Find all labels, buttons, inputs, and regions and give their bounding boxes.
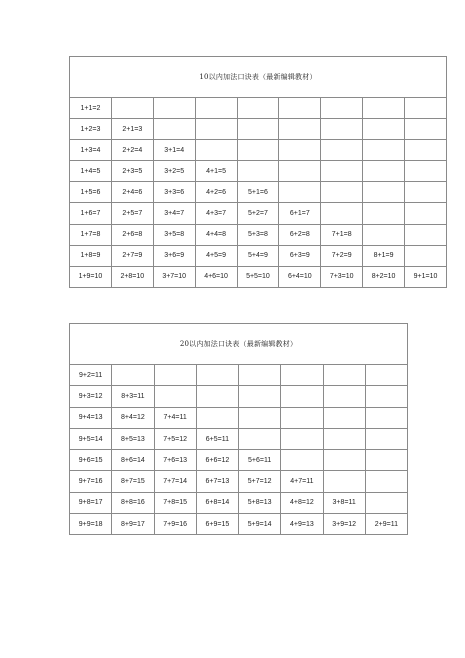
table-cell — [153, 119, 195, 140]
table-title-row — [70, 57, 447, 98]
table-cell — [281, 450, 323, 471]
table-row — [70, 266, 447, 287]
table-cell — [405, 98, 447, 119]
table-cell: 6+7=13 — [196, 471, 238, 492]
table-row — [70, 161, 447, 182]
table-cell: 7+9=16 — [154, 514, 196, 535]
table-row — [70, 492, 408, 513]
table-cell: 4+6=10 — [195, 266, 237, 287]
table-cell — [323, 471, 365, 492]
table-cell — [196, 365, 238, 386]
table-cell: 1+6=7 — [70, 203, 112, 224]
table-cell: 7+3=10 — [321, 266, 363, 287]
table-cell: 8+4=12 — [112, 407, 154, 428]
table-cell — [237, 161, 279, 182]
table-cell: 4+5=9 — [195, 245, 237, 266]
table-cell: 8+5=13 — [112, 428, 154, 449]
table-cell — [239, 407, 281, 428]
table-cell: 1+1=2 — [70, 98, 112, 119]
table-row — [70, 514, 408, 535]
table-title-row — [70, 324, 408, 365]
table-cell — [405, 224, 447, 245]
table-cell: 3+8=11 — [323, 492, 365, 513]
table-cell: 2+1=3 — [111, 119, 153, 140]
table-cell — [279, 161, 321, 182]
table-cell — [154, 386, 196, 407]
table-cell: 7+1=8 — [321, 224, 363, 245]
addition-table-within-10-body — [70, 57, 447, 288]
table-cell — [153, 98, 195, 119]
table-cell — [321, 203, 363, 224]
table-cell: 8+9=17 — [112, 514, 154, 535]
table-row — [70, 119, 447, 140]
table-title: 20以内加法口诀表（最新编辑教材） — [70, 324, 408, 365]
table-cell: 2+5=7 — [111, 203, 153, 224]
table-cell — [365, 386, 407, 407]
table-cell — [237, 119, 279, 140]
table-cell — [281, 407, 323, 428]
table-cell: 6+9=15 — [196, 514, 238, 535]
table-cell: 7+2=9 — [321, 245, 363, 266]
table-cell — [365, 428, 407, 449]
table-cell — [237, 98, 279, 119]
table-row — [70, 224, 447, 245]
table-cell: 5+6=11 — [239, 450, 281, 471]
table-cell — [323, 407, 365, 428]
table-cell: 5+7=12 — [239, 471, 281, 492]
table-cell: 8+8=16 — [112, 492, 154, 513]
table-cell: 2+2=4 — [111, 140, 153, 161]
table-cell: 9+5=14 — [70, 428, 112, 449]
table-cell: 1+2=3 — [70, 119, 112, 140]
table-cell: 6+1=7 — [279, 203, 321, 224]
table-row — [70, 98, 447, 119]
table-cell — [321, 98, 363, 119]
table-row — [70, 471, 408, 492]
table-cell — [363, 203, 405, 224]
table-cell: 9+2=11 — [70, 365, 112, 386]
table-cell: 4+1=5 — [195, 161, 237, 182]
table-cell: 5+4=9 — [237, 245, 279, 266]
table-cell: 5+9=14 — [239, 514, 281, 535]
table-cell: 7+8=15 — [154, 492, 196, 513]
table-cell — [239, 428, 281, 449]
table-cell: 3+7=10 — [153, 266, 195, 287]
table-cell — [365, 471, 407, 492]
table-cell — [363, 119, 405, 140]
table-cell — [239, 365, 281, 386]
table-cell: 2+7=9 — [111, 245, 153, 266]
table-cell — [154, 365, 196, 386]
table-cell: 5+5=10 — [237, 266, 279, 287]
table-cell — [363, 98, 405, 119]
table-cell — [279, 182, 321, 203]
table-cell — [239, 386, 281, 407]
table-cell: 8+7=15 — [112, 471, 154, 492]
table-cell: 4+3=7 — [195, 203, 237, 224]
table-cell — [196, 386, 238, 407]
table-cell — [405, 203, 447, 224]
table-cell: 2+4=6 — [111, 182, 153, 203]
table-cell — [363, 224, 405, 245]
table-cell — [405, 140, 447, 161]
table-cell: 8+2=10 — [363, 266, 405, 287]
table-cell: 9+6=15 — [70, 450, 112, 471]
table-cell: 8+3=11 — [112, 386, 154, 407]
table-cell: 9+1=10 — [405, 266, 447, 287]
table-cell — [323, 428, 365, 449]
table-cell — [195, 140, 237, 161]
table-cell — [111, 98, 153, 119]
table-cell — [321, 119, 363, 140]
table-cell: 6+8=14 — [196, 492, 238, 513]
table-cell — [279, 140, 321, 161]
table-cell: 7+7=14 — [154, 471, 196, 492]
table-cell — [279, 119, 321, 140]
table-cell: 4+8=12 — [281, 492, 323, 513]
table-cell: 9+7=16 — [70, 471, 112, 492]
table-cell — [363, 140, 405, 161]
table-cell: 4+2=6 — [195, 182, 237, 203]
table-cell: 3+1=4 — [153, 140, 195, 161]
table-cell: 9+4=13 — [70, 407, 112, 428]
table-row — [70, 428, 408, 449]
table-cell — [405, 119, 447, 140]
table-row — [70, 365, 408, 386]
table-cell — [363, 161, 405, 182]
table-cell — [365, 407, 407, 428]
table-cell — [405, 245, 447, 266]
table-cell: 9+8=17 — [70, 492, 112, 513]
table-cell: 1+7=8 — [70, 224, 112, 245]
table-cell: 1+9=10 — [70, 266, 112, 287]
table-cell — [405, 161, 447, 182]
table-cell: 3+3=6 — [153, 182, 195, 203]
table-cell — [237, 140, 279, 161]
table-cell: 5+1=6 — [237, 182, 279, 203]
table-row — [70, 140, 447, 161]
table-cell: 8+1=9 — [363, 245, 405, 266]
table-cell: 7+4=11 — [154, 407, 196, 428]
table-cell: 2+9=11 — [365, 514, 407, 535]
table-cell: 3+9=12 — [323, 514, 365, 535]
table-cell — [405, 182, 447, 203]
addition-table-within-20 — [69, 323, 408, 535]
table-cell — [112, 365, 154, 386]
table-cell: 2+6=8 — [111, 224, 153, 245]
table-cell: 6+6=12 — [196, 450, 238, 471]
table-cell: 1+8=9 — [70, 245, 112, 266]
table-cell — [281, 365, 323, 386]
table-cell: 2+3=5 — [111, 161, 153, 182]
addition-table-within-10 — [69, 56, 447, 288]
table-cell — [281, 386, 323, 407]
table-cell: 9+3=12 — [70, 386, 112, 407]
table-cell — [365, 492, 407, 513]
table-cell: 5+2=7 — [237, 203, 279, 224]
table-cell — [321, 161, 363, 182]
table-cell: 5+3=8 — [237, 224, 279, 245]
table-row — [70, 245, 447, 266]
table-row — [70, 203, 447, 224]
table-cell: 6+2=8 — [279, 224, 321, 245]
table-cell: 1+4=5 — [70, 161, 112, 182]
table-cell: 7+6=13 — [154, 450, 196, 471]
table-cell: 3+2=5 — [153, 161, 195, 182]
table-cell — [323, 386, 365, 407]
table-cell — [196, 407, 238, 428]
table-cell — [323, 365, 365, 386]
table-cell: 4+4=8 — [195, 224, 237, 245]
table-cell — [365, 450, 407, 471]
table-cell — [363, 182, 405, 203]
addition-table-within-20-body — [70, 324, 408, 535]
table-cell — [195, 98, 237, 119]
table-cell: 7+5=12 — [154, 428, 196, 449]
table-cell: 1+3=4 — [70, 140, 112, 161]
table-cell — [365, 365, 407, 386]
table-cell: 3+4=7 — [153, 203, 195, 224]
table-cell: 6+3=9 — [279, 245, 321, 266]
table-title: 10以内加法口诀表（最新编辑教材） — [70, 57, 447, 98]
table-cell — [281, 428, 323, 449]
table-cell: 8+6=14 — [112, 450, 154, 471]
table-cell: 4+7=11 — [281, 471, 323, 492]
table-row — [70, 450, 408, 471]
table-cell — [279, 98, 321, 119]
table-cell: 2+8=10 — [111, 266, 153, 287]
table-cell — [195, 119, 237, 140]
table-cell: 6+4=10 — [279, 266, 321, 287]
table-cell: 5+8=13 — [239, 492, 281, 513]
table-cell — [321, 140, 363, 161]
table-cell — [321, 182, 363, 203]
table-row — [70, 182, 447, 203]
table-cell: 9+9=18 — [70, 514, 112, 535]
table-cell: 6+5=11 — [196, 428, 238, 449]
table-row — [70, 386, 408, 407]
table-cell: 4+9=13 — [281, 514, 323, 535]
table-cell: 3+6=9 — [153, 245, 195, 266]
table-cell: 3+5=8 — [153, 224, 195, 245]
table-cell: 1+5=6 — [70, 182, 112, 203]
table-cell — [323, 450, 365, 471]
table-row — [70, 407, 408, 428]
